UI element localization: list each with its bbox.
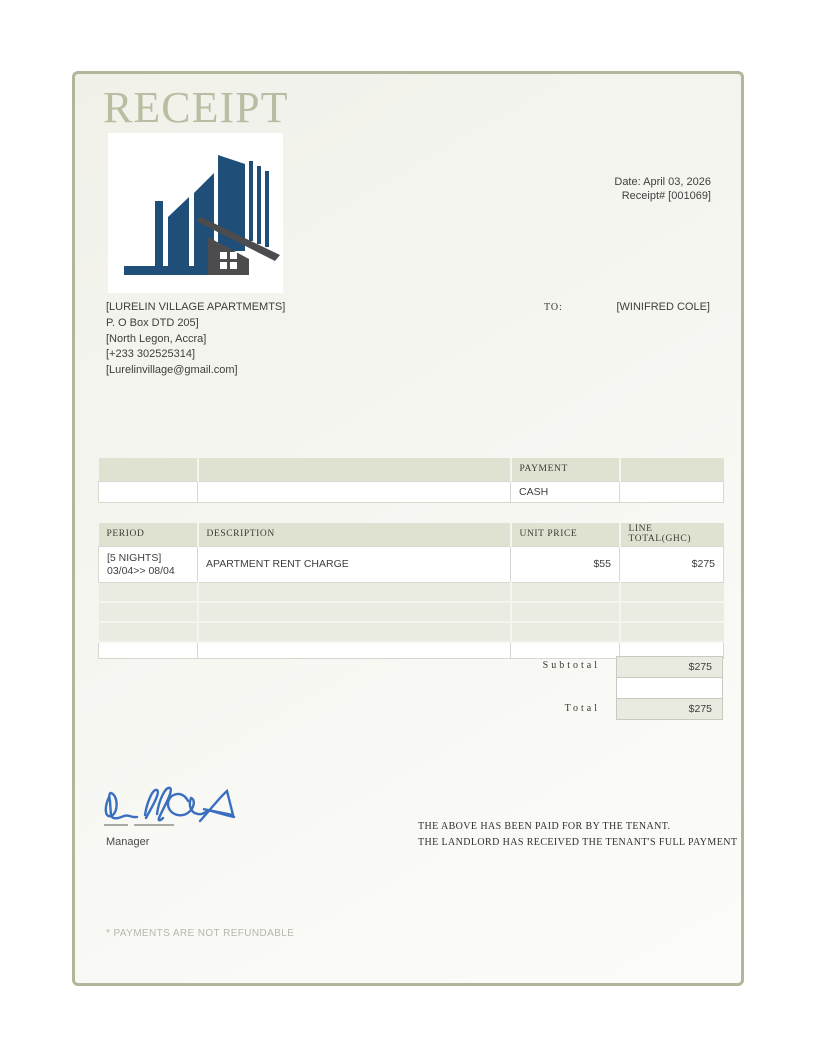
subtotal-row — [98, 656, 723, 678]
company-name: [LURELIN VILLAGE APARTMEMTS] — [106, 301, 286, 313]
empty-row — [99, 602, 724, 622]
manager-signature-icon — [100, 780, 250, 836]
unit-price-header: UNIT PRICE — [511, 523, 620, 546]
period-cell: [5 NIGHTS] 03/04>> 08/04 — [99, 546, 198, 582]
tenant-statements — [418, 819, 737, 851]
to-label: TO: — [544, 302, 563, 313]
refund-policy-note: * PAYMENTS ARE NOT REFUNDABLE — [106, 928, 295, 939]
apartment-buildings-icon — [108, 133, 283, 293]
company-pobox: P. O Box DTD 205] — [106, 316, 199, 329]
line-total-cell: $275 — [620, 546, 724, 582]
empty-row — [99, 622, 724, 642]
subtotal-value: $275 — [616, 656, 723, 678]
totals-section — [98, 656, 723, 720]
table-row — [99, 546, 724, 582]
statement-line-1: THE ABOVE HAS BEEN PAID FOR BY THE TENANT. — [418, 821, 671, 832]
date-line: Date: April 03, 2026 — [614, 176, 711, 188]
signature-icon — [100, 780, 250, 836]
payment-header-cell: PAYMENT — [511, 458, 620, 481]
page-title: RECEIPT — [103, 83, 289, 132]
empty-row — [99, 582, 724, 602]
total-label: Total — [564, 703, 600, 714]
period-header: PERIOD — [99, 523, 198, 546]
company-city: [North Legon, Accra] — [106, 332, 207, 345]
payment-table — [98, 458, 724, 503]
subtotal-label: Subtotal — [542, 660, 600, 671]
payment-header-row — [99, 458, 724, 481]
company-phone: [+233 302525314] — [106, 348, 196, 361]
description-cell: APARTMENT RENT CHARGE — [198, 546, 511, 582]
payment-method-cell: CASH — [511, 481, 620, 502]
manager-label: Manager — [106, 836, 150, 848]
total-row — [98, 699, 723, 720]
receipt-page — [72, 71, 744, 986]
company-email: [Lurelinvillage@gmail.com] — [106, 364, 238, 377]
company-address-block — [106, 300, 285, 379]
payment-value-row — [99, 481, 724, 502]
unit-price-cell: $55 — [511, 546, 620, 582]
description-header: DESCRIPTION — [198, 523, 511, 546]
receipt-meta — [614, 175, 711, 203]
receipt-number-line: Receipt# [001069] — [621, 190, 711, 202]
statement-line-2: THE LANDLORD HAS RECEIVED THE TENANT'S FULL PAYMENT — [418, 837, 738, 848]
line-items-table — [98, 523, 724, 659]
items-header-row — [99, 523, 724, 546]
company-logo — [108, 133, 283, 293]
totals-spacer-row — [98, 678, 723, 699]
recipient-name: [WINIFRED COLE] — [616, 301, 710, 313]
totals-empty-cell — [616, 677, 723, 699]
line-total-header: LINE TOTAL(GHC) — [620, 523, 724, 546]
total-value: $275 — [616, 698, 723, 720]
